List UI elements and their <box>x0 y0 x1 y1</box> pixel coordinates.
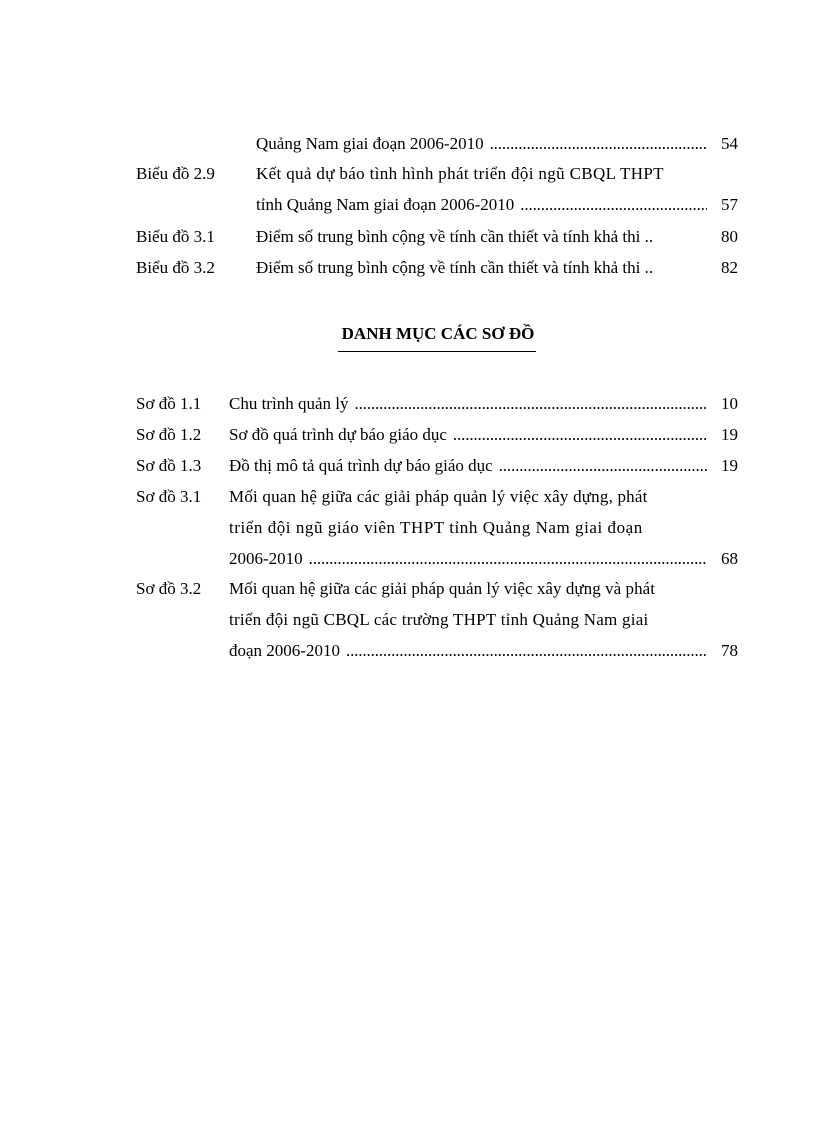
toc-entry-line <box>229 641 707 661</box>
toc-entry-text: triển đội ngũ CBQL các trường THPT tỉnh Quảng Nam giai <box>229 610 649 629</box>
toc-entry-text: Điểm số trung bình cộng về tính cần thiết và tính khả thi .. <box>256 227 654 246</box>
toc-page-number: 68 <box>721 549 738 568</box>
toc-entry <box>0 134 816 154</box>
toc-entry <box>0 227 816 247</box>
toc-entry <box>0 394 816 414</box>
toc-entry <box>0 579 816 669</box>
dot-leader <box>346 641 707 661</box>
toc-page-number: 19 <box>721 425 738 444</box>
dot-leader <box>354 394 707 414</box>
section-heading: DANH MỤC CÁC SƠ ĐỒ <box>341 324 535 343</box>
toc-entry-text: 2006-2010 <box>229 549 303 568</box>
toc-entry-label: Biểu đồ 3.1 <box>136 227 215 246</box>
toc-entry <box>0 164 816 224</box>
toc-page-number: 54 <box>721 134 738 153</box>
toc-entry-label: Sơ đồ 3.2 <box>136 579 202 598</box>
toc-entry-text: Kết quả dự báo tình hình phát triển đội ngũ CBQL THPT <box>256 164 664 183</box>
toc-entry-text: đoạn 2006-2010 <box>229 641 340 660</box>
toc-entry-text: tỉnh Quảng Nam giai đoạn 2006-2010 <box>256 195 515 214</box>
toc-entry-text: Quảng Nam giai đoạn 2006-2010 <box>256 134 484 153</box>
toc-page-number: 10 <box>721 394 738 413</box>
toc-entry-text: Mối quan hệ giữa các giải pháp quản lý việc xây dựng và phát <box>229 579 655 598</box>
toc-entry-text: Điểm số trung bình cộng về tính cần thiết và tính khả thi .. <box>256 258 654 277</box>
toc-entry-text: triển đội ngũ giáo viên THPT tỉnh Quảng Nam giai đoạn <box>229 518 643 537</box>
toc-entry-text: Sơ đồ quá trình dự báo giáo dục <box>229 425 447 444</box>
toc-entry-label: Sơ đồ 1.2 <box>136 425 202 444</box>
toc-entry-text: Mối quan hệ giữa các giải pháp quản lý việc xây dựng, phát <box>229 487 648 506</box>
dot-leader <box>490 134 707 154</box>
toc-entry-label: Sơ đồ 1.1 <box>136 394 202 413</box>
toc-entry-line <box>229 425 707 445</box>
toc-entry-line <box>229 394 707 414</box>
toc-entry-text: Đồ thị mô tả quá trình dự báo giáo dục <box>229 456 493 475</box>
toc-entry-label: Biểu đồ 2.9 <box>136 164 215 183</box>
toc-entry-label: Sơ đồ 1.3 <box>136 456 202 475</box>
toc-entry-line <box>256 195 707 215</box>
toc-entry-label: Biểu đồ 3.2 <box>136 258 215 277</box>
toc-entry <box>0 487 816 577</box>
toc-page-number: 80 <box>721 227 738 246</box>
toc-entry <box>0 456 816 476</box>
heading-underline <box>338 351 536 352</box>
toc-entry-label: Sơ đồ 3.1 <box>136 487 202 506</box>
toc-page-number: 78 <box>721 641 738 660</box>
dot-leader <box>499 456 707 476</box>
toc-entry-line <box>256 134 707 154</box>
toc-entry-line <box>229 549 707 569</box>
toc-entry-line <box>229 456 707 476</box>
toc-page-number: 82 <box>721 258 738 277</box>
toc-entry <box>0 258 816 278</box>
toc-page-number: 57 <box>721 195 738 214</box>
toc-entry <box>0 425 816 445</box>
dot-leader <box>309 549 707 569</box>
dot-leader <box>453 425 707 445</box>
dot-leader <box>520 195 707 215</box>
toc-page-number: 19 <box>721 456 738 475</box>
toc-entry-text: Chu trình quản lý <box>229 394 349 413</box>
